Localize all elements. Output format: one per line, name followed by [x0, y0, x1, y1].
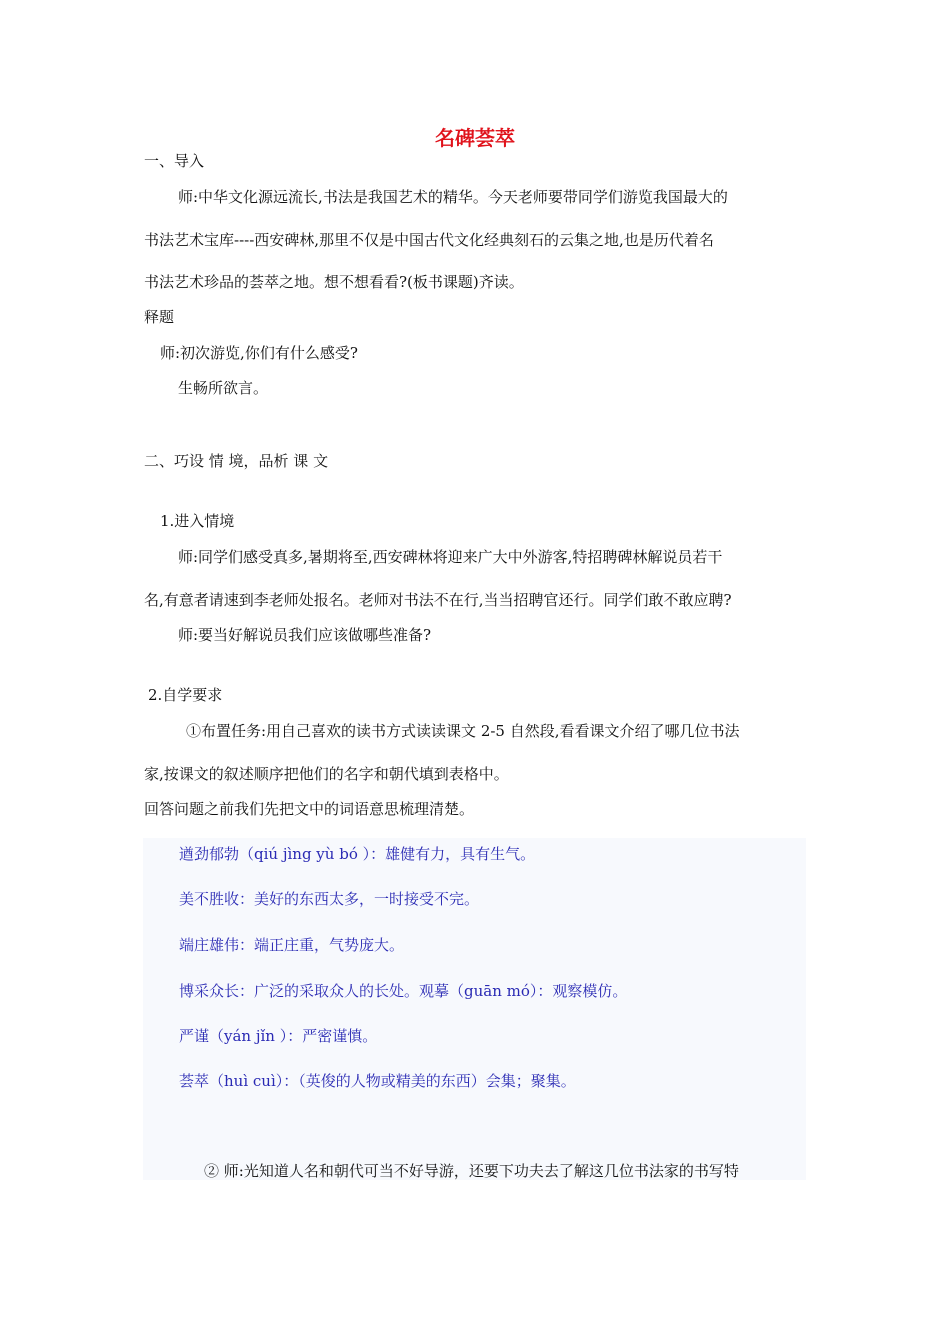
label-shiti: 释题 — [144, 308, 175, 326]
subheading-enter-context: 1.进入情境 — [160, 512, 235, 530]
teacher-question: 师:初次游览,你们有什么感受? — [160, 344, 358, 362]
vocab-item: 遒劲郁勃（qiú jìng yù bó ）：雄健有力，具有生气。 — [179, 845, 536, 863]
section-heading-intro: 一、导入 — [144, 152, 205, 170]
vocab-item: 美不胜收：美好的东西太多，一时接受不完。 — [179, 890, 480, 908]
page-title: 名碑荟萃 — [435, 126, 515, 150]
task-line: ①布置任务:用自己喜欢的读书方式读读课文 2-5 自然段,看看课文介绍了哪几位书法 — [186, 722, 740, 740]
paragraph-line: 师:同学们感受真多,暑期将至,西安碑林将迎来广大中外游客,特招聘碑林解说员若干 — [178, 548, 723, 566]
student-answer: 生畅所欲言。 — [178, 379, 269, 397]
teacher-question: 师:要当好解说员我们应该做哪些准备? — [178, 626, 432, 644]
task-line: ② 师:光知道人名和朝代可当不好导游，还要下功夫去了解这几位书法家的书写特 — [204, 1162, 739, 1180]
vocab-item: 荟萃（huì cuì）：（英俊的人物或精美的东西）会集；聚集。 — [179, 1072, 576, 1090]
section-heading-context: 二、巧设 情 境，品析 课 文 — [144, 452, 329, 470]
vocab-item: 严谨（yán jǐn ）：严密谨慎。 — [179, 1027, 378, 1045]
paragraph-line: 名,有意者请速到李老师处报名。老师对书法不在行,当当招聘官还行。同学们敢不敢应聘? — [144, 591, 732, 609]
note-line: 回答问题之前我们先把文中的词语意思梳理清楚。 — [144, 800, 475, 818]
paragraph-line: 师:中华文化源远流长,书法是我国艺术的精华。今天老师要带同学们游览我国最大的 — [178, 188, 728, 206]
subheading-self-study: 2.自学要求 — [148, 686, 223, 704]
vocab-item: 博采众长：广泛的采取众人的长处。观摹（guān mó）：观察模仿。 — [179, 982, 628, 1000]
paragraph-line: 书法艺术宝库----西安碑林,那里不仅是中国古代文化经典刻石的云集之地,也是历代着名 — [144, 231, 714, 249]
paragraph-line: 书法艺术珍品的荟萃之地。想不想看看?(板书课题)齐读。 — [144, 273, 524, 291]
vocab-item: 端庄雄伟：端正庄重，气势庞大。 — [179, 936, 405, 954]
task-line: 家,按课文的叙述顺序把他们的名字和朝代填到表格中。 — [144, 765, 509, 783]
